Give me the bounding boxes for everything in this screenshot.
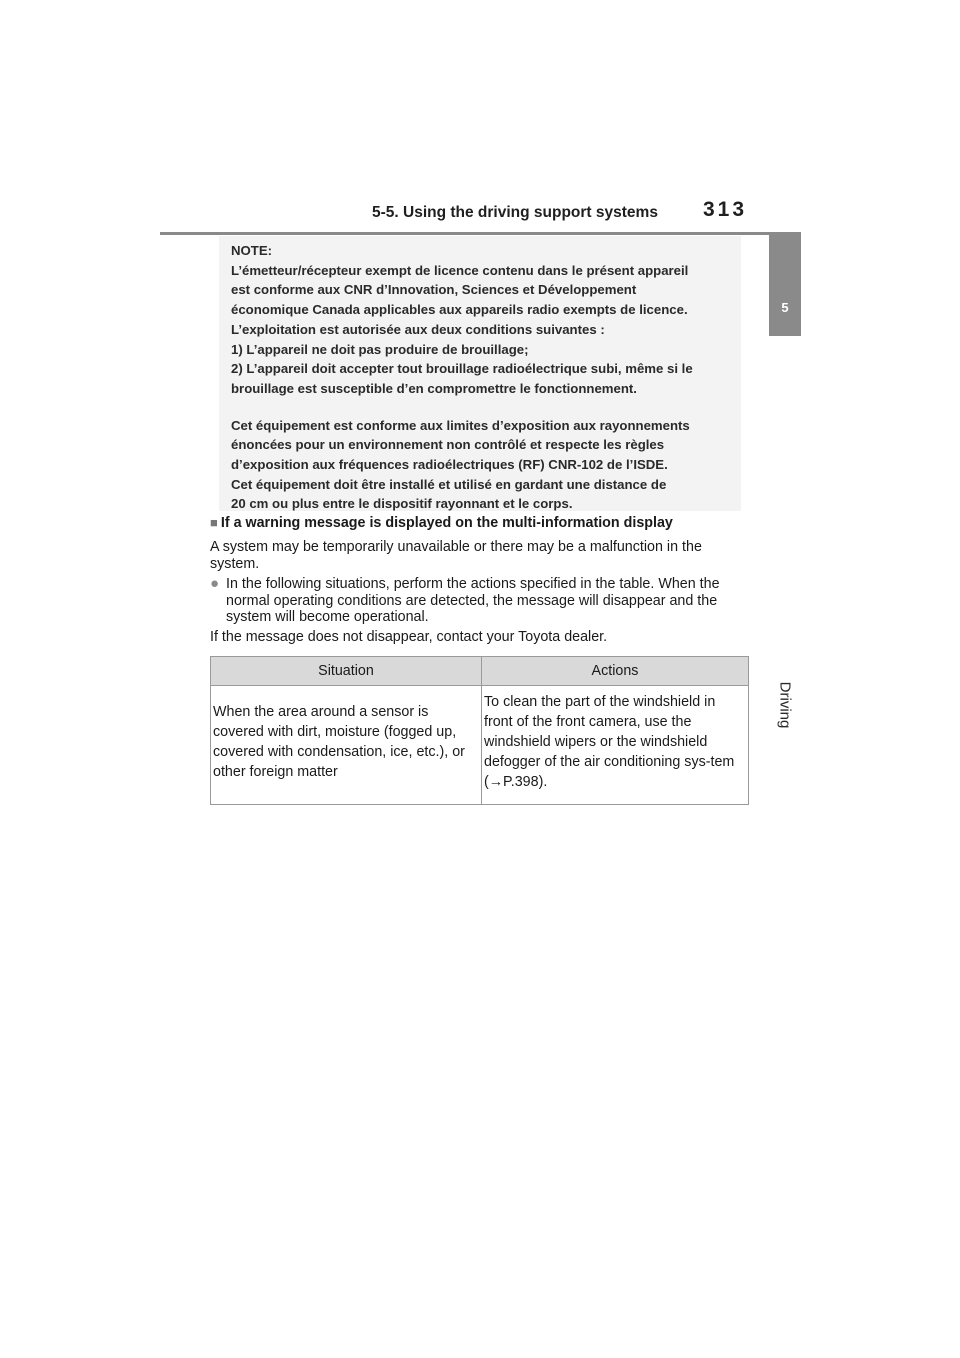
note-line: est conforme aux CNR d’Innovation, Sciences et Développement <box>231 282 637 298</box>
note-line: 20 cm ou plus entre le dispositif rayonnant et le corps. <box>231 496 573 512</box>
bullet-text: In the following situations, perform the actions specified in the table. When the normal operating conditions are detected, the message will disappear and the system will become operational. <box>226 576 720 626</box>
table-header-row <box>211 657 749 686</box>
note-line: d’exposition aux fréquences radioélectriques (RF) CNR-102 de l’ISDE. <box>231 457 668 473</box>
section-title: 5-5. Using the driving support systems <box>372 204 658 221</box>
action-cell: To clean the part of the windshield in front of the front camera, use the windshield wipers or the windshield defogger of the air conditioning sys-tem (→P.398). <box>482 686 749 805</box>
note-gap <box>231 399 729 416</box>
circle-bullet-icon: ● <box>210 575 220 592</box>
bullet-item <box>210 576 750 626</box>
chapter-label: Driving <box>776 681 794 729</box>
note-line: 1) L’appareil ne doit pas produire de brouillage; <box>231 341 529 357</box>
section-heading <box>210 515 673 531</box>
chapter-number: 5 <box>781 300 789 315</box>
note-line: L’émetteur/récepteur exempt de licence contenu dans le présent appareil <box>231 262 689 278</box>
page-number: 313 <box>703 198 748 221</box>
chapter-tab <box>769 232 801 336</box>
column-header-situation: Situation <box>211 657 482 686</box>
situation-cell: When the area around a sensor is covered with dirt, moisture (fogged up, covered with condensation, ice, etc.), or other foreign matter <box>211 686 482 805</box>
table-row <box>211 686 749 805</box>
column-header-actions: Actions <box>482 657 749 686</box>
square-bullet-icon: ■ <box>210 515 218 530</box>
note-line: 2) L’appareil doit accepter tout brouillage radioélectrique subi, même si le <box>231 361 693 377</box>
section-heading-text: If a warning message is displayed on the multi-information display <box>220 515 673 531</box>
intro-paragraph: A system may be temporarily unavailable or there may be a malfunction in the system. <box>210 539 702 572</box>
note-line: énoncées pour un environnement non contrôlé et respecte les règles <box>231 437 665 453</box>
note-line: L’exploitation est autorisée aux deux conditions suivantes : <box>231 321 605 337</box>
note-line: Cet équipement doit être installé et utilisé en gardant une distance de <box>231 476 667 492</box>
closing-paragraph: If the message does not disappear, contact your Toyota dealer. <box>210 629 608 645</box>
situation-actions-table <box>210 656 749 805</box>
note-line: économique Canada applicables aux appareils radio exempts de licence. <box>231 302 688 318</box>
note-line: brouillage est susceptible d’en compromettre le fonctionnement. <box>231 380 637 396</box>
header-rule <box>160 232 801 235</box>
note-line: Cet équipement est conforme aux limites d’exposition aux rayonnements <box>231 417 690 433</box>
note-line: NOTE: <box>231 243 273 258</box>
note-box <box>219 236 741 511</box>
